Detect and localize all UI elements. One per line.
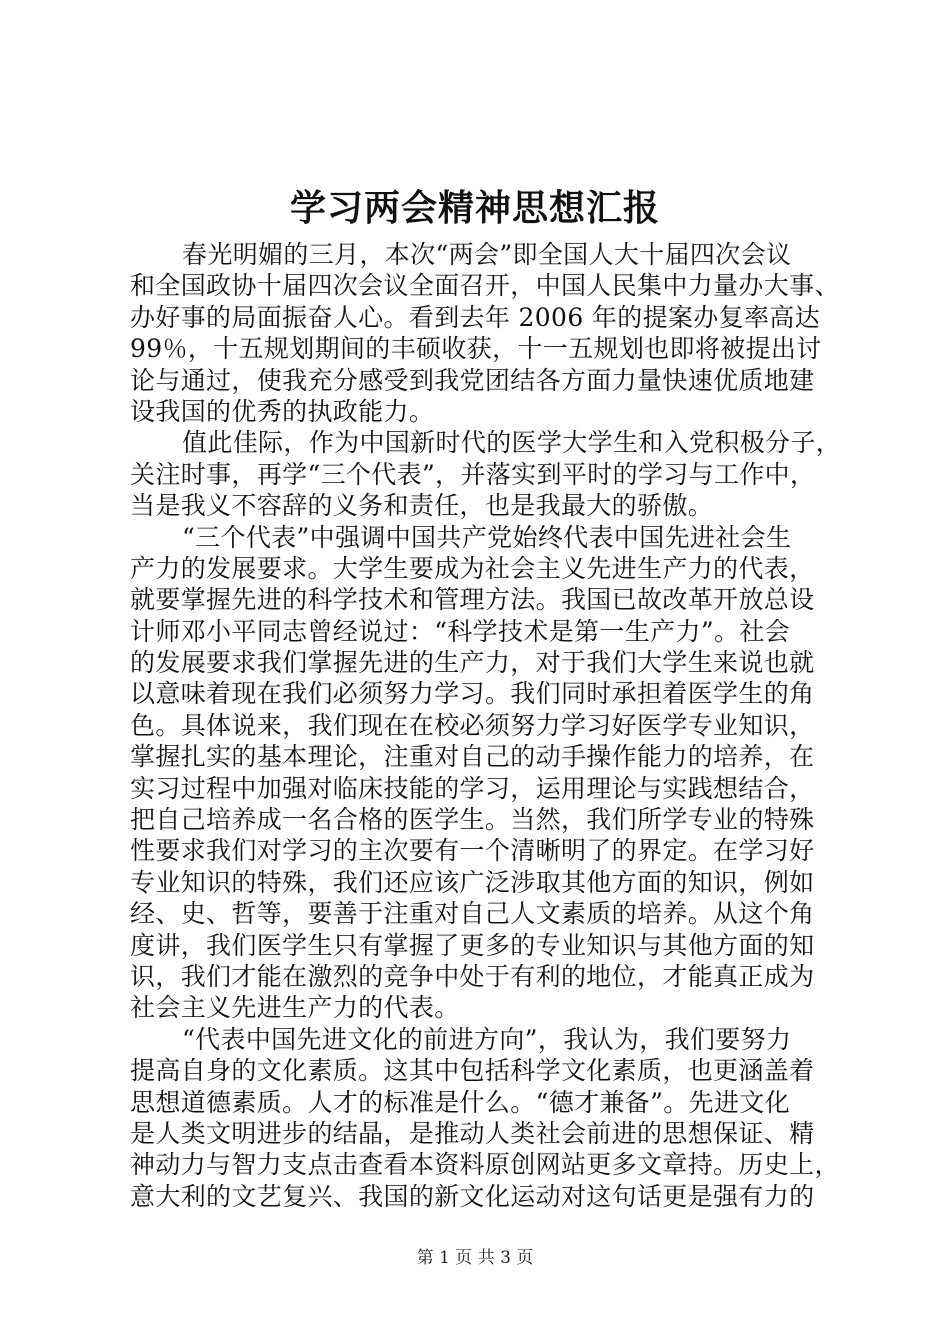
paragraph-line: 关注时事，再学“三个代表”，并落实到平时的学习与工作中， — [130, 459, 816, 489]
paragraph-line: 社会主义先进生产力的代表。 — [130, 993, 460, 1023]
paragraph-line: “代表中国先进文化的前进方向”，我认为，我们要努力 — [182, 1024, 792, 1054]
paragraph-line: 论与通过，使我充分感受到我党团结各方面力量快速优质地建 — [130, 365, 815, 395]
paragraph-line: 掌握扎实的基本理论，注重对自己的动手操作能力的培养，在 — [130, 742, 815, 772]
paragraph-line: 当是我义不容辞的义务和责任，也是我最大的骄傲。 — [130, 491, 714, 521]
page-footer — [0, 1247, 950, 1269]
paragraph-line: 99％，十五规划期间的丰硕收获，十一五规划也即将被提出讨 — [130, 334, 822, 364]
page-number-label: 第 1 页 共 3 页 — [416, 1248, 534, 1268]
paragraph-line: 是人类文明进步的结晶，是推动人类社会前进的思想保证、精 — [130, 1118, 815, 1148]
paragraph-line: 经、史、哲等，要善于注重对自己人文素质的培养。从这个角 — [130, 899, 815, 929]
paragraph-line: 和全国政协十届四次会议全面召开，中国人民集中力量办大事、 — [130, 271, 840, 301]
paragraph-line: 办好事的局面振奋人心。看到去年 2006 年的提案办复率高达 — [130, 302, 821, 332]
paragraph-line: 以意味着现在我们必须努力学习。我们同时承担着医学生的角 — [130, 679, 815, 709]
paragraph-line: 性要求我们对学习的主次要有一个清晰明了的界定。在学习好 — [130, 836, 815, 866]
paragraph-line: 设我国的优秀的执政能力。 — [130, 396, 435, 426]
paragraph-line: 就要掌握先进的科学技术和管理方法。我国已故改革开放总设 — [130, 585, 815, 615]
paragraph-line: 值此佳际，作为中国新时代的医学大学生和入党积极分子， — [182, 428, 842, 458]
paragraph-line: 春光明媚的三月，本次“两会”即全国人大十届四次会议 — [182, 240, 792, 269]
paragraph-line: 计师邓小平同志曾经说过：“科学技术是第一生产力”。社会 — [130, 616, 791, 646]
document-title: 学习两会精神思想汇报 — [289, 187, 660, 229]
paragraph-line: 思想道德素质。人才的标准是什么。“德才兼备”。先进文化 — [130, 1087, 791, 1117]
paragraph-line: “三个代表”中强调中国共产党始终代表中国先进社会生 — [182, 522, 792, 552]
paragraph-line: 色。具体说来，我们现在在校必须努力学习好医学专业知识， — [130, 710, 815, 740]
paragraph-line: 实习过程中加强对临床技能的学习，运用理论与实践想结合， — [130, 773, 815, 803]
paragraph-line: 提高自身的文化素质。这其中包括科学文化素质，也更涵盖着 — [130, 1056, 815, 1086]
document-body — [130, 239, 842, 1212]
paragraph-line: 的发展要求我们掌握先进的生产力，对于我们大学生来说也就 — [130, 648, 815, 678]
paragraph-line: 度讲，我们医学生只有掌握了更多的专业知识与其他方面的知 — [130, 930, 815, 960]
paragraph-line: 神动力与智力支点击查看本资料原创网站更多文章持。历史上， — [130, 1150, 840, 1180]
paragraph-line: 意大利的文艺复兴、我国的新文化运动对这句话更是强有力的 — [130, 1181, 815, 1211]
paragraph-line: 把自己培养成一名合格的医学生。当然，我们所学专业的特殊 — [130, 805, 815, 835]
paragraph-line: 产力的发展要求。大学生要成为社会主义先进生产力的代表， — [130, 553, 815, 583]
paragraph-line: 专业知识的特殊，我们还应该广泛涉取其他方面的知识，例如 — [130, 867, 815, 897]
paragraph-line: 识，我们才能在激烈的竞争中处于有利的地位，才能真正成为 — [130, 961, 815, 991]
